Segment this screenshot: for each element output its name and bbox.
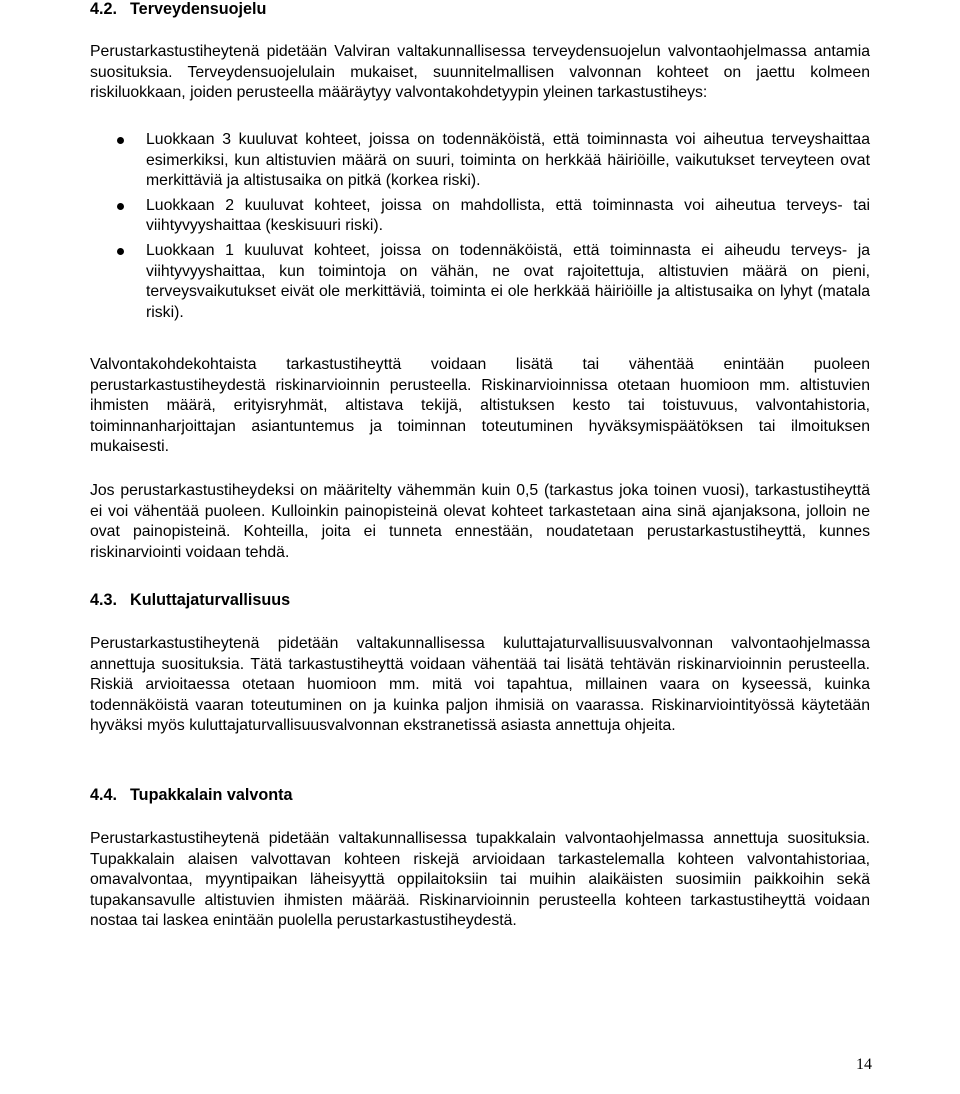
paragraph: Valvontakohdekohtaista tarkastustiheyttä voidaan lisätä tai vähentää enintään puoleen perustarkastustiheydestä riskinarvioinnin perusteella. Riskinarvioinnissa otetaan huomioon mm. altistuvien ihmisten määrä, erityisryhmät, altistava tekijä, altistuksen kesto tai toistuvuus, valvontahistoria, toiminnanharjoittajan asiantuntemus ja toiminnan toteutuminen hyväksymispäätöksen tai ilmoituksen mukaisesti. (90, 356, 870, 456)
list-item (90, 241, 870, 323)
list-item-text: Luokkaan 3 kuuluvat kohteet, joissa on todennäköistä, että toiminnasta voi aiheutua terveyshaittaa esimerkiksi, kun altistuvien määrä on suuri, toiminta on herkkää häiriöille, vaikutukset terveyteen ovat merkittäviä ja altistusaika on pitkä (korkea riski). (146, 131, 870, 190)
section-heading-4-3 (90, 591, 290, 610)
section-number: 4.3. (90, 591, 118, 609)
bullet-icon (117, 137, 124, 144)
section-title: Tupakkalain valvonta (130, 786, 293, 804)
section-heading-4-2 (90, 0, 266, 19)
list-item (90, 196, 870, 237)
bullet-icon (117, 203, 124, 210)
paragraph: Perustarkastustiheytenä pidetään valtakunnallisessa tupakkalain valvontaohjelmassa annettuja suosituksia. Tupakkalain alaisen valvottavan kohteen riskejä arvioidaan tarkastelemalla kohteen valvontahistoriaa, omavalvontaa, myyntipaikan läheisyyttä oppilaitoksiin tai muihin alaikäisten suosimiin paikkoihin sekä tupakansavulle altistuvien ihmisten määrää. Riskinarvioinnin perusteella kohteen tarkastustiheyttä voidaan nostaa tai laskea enintään puolella perustarkastustiheydestä. (90, 830, 870, 930)
paragraph: Perustarkastustiheytenä pidetään valtakunnallisessa kuluttajaturvallisuusvalvonnan valvontaohjelmassa annettuja suosituksia. Tätä tarkastustiheyttä voidaan vähentää tai lisätä tehtävän riskinarvioinnin perusteella. Riskiä arvioitaessa otetaan huomioon mm. mitä voi tapahtua, millainen vaara on kyseessä, kuinka todennäköistä vaaran toteutuminen on ja kuinka paljon ihmisiä on vaarassa. Riskinarviointityössä käytetään hyväksi myös kuluttajaturvallisuusvalvonnan ekstranetissä asiasta annettuja ohjeita. (90, 635, 870, 735)
list-item-text: Luokkaan 2 kuuluvat kohteet, joissa on mahdollista, että toiminnasta voi aiheutua terveys- tai viihtyvyyshaittaa (keskisuuri riski). (146, 196, 870, 235)
section-heading-4-4 (90, 786, 293, 805)
section-number: 4.2. (90, 0, 118, 18)
list-item-text: Luokkaan 1 kuuluvat kohteet, joissa on todennäköistä, että toiminnasta ei aiheudu terveys- ja viihtyvyyshaittaa, kun toimintoja on vähän, ne ovat rajoitettuja, altistuvien määrä on pieni, terveysvaikutukset eivät ole merkittäviä, toiminta ei ole herkkää häiriöille ja altistusaika on lyhyt (matala riski). (146, 241, 870, 321)
list-item (90, 130, 870, 192)
section-number: 4.4. (90, 786, 118, 804)
page-number: 14 (856, 1056, 872, 1073)
risk-class-list (90, 130, 870, 327)
section-title: Kuluttajaturvallisuus (130, 591, 291, 609)
section-title: Terveydensuojelu (130, 0, 267, 18)
paragraph: Jos perustarkastustiheydeksi on määritelty vähemmän kuin 0,5 (tarkastus joka toinen vuosi), tarkastustiheyttä ei voi vähentää puoleen. Kulloinkin painopisteinä olevat kohteet tarkastetaan aina sinä ajanjaksona, jolloin ne ovat painopisteinä. Kohteilla, joita ei tunneta ennestään, noudatetaan perustarkastustiheyttä, kunnes riskinarviointi voidaan tehdä. (90, 482, 870, 561)
paragraph: Perustarkastustiheytenä pidetään Valviran valtakunnallisessa terveydensuojelun valvontaohjelmassa antamia suosituksia. Terveydensuojelulain mukaiset, suunnitelmallisen valvonnan kohteet on jaettu kolmeen riskiluokkaan, joiden perusteella määräytyy valvontakohdetyypin yleinen tarkastustiheys: (90, 43, 870, 102)
bullet-icon (117, 248, 124, 255)
